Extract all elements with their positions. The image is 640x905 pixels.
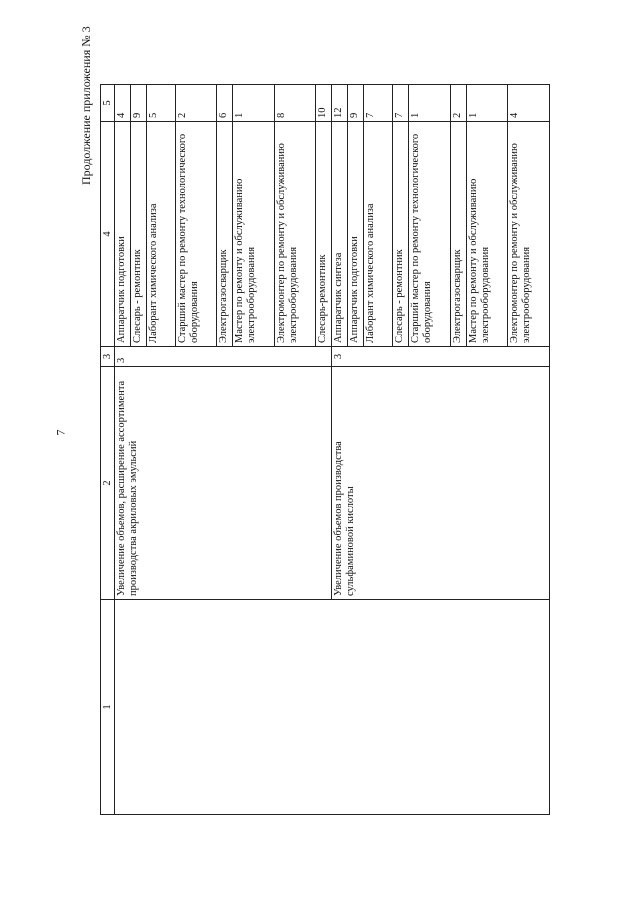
position-name: Электрогазосварщик [450,122,466,347]
position-name: Лаборант химического анализа [146,122,175,347]
col1-cell [115,600,550,815]
position-count: 9 [348,85,364,122]
position-name: Электромонтер по ремонту и обслуживанию электрооборудования [274,122,316,347]
appendix-continuation-header: Продолжение приложения № 3 [79,26,93,185]
header-col-5: 5 [101,85,115,122]
position-count: 10 [316,85,332,122]
position-name: Аппаратчик подготовки [348,122,364,347]
project-description: Увеличение объемов производства сульфаминовой кислоты [332,367,550,600]
rotated-page [100,85,550,815]
position-name: Электромонтер по ремонту и обслуживанию электрооборудования [508,122,550,347]
position-count: 6 [217,85,233,122]
position-count: 1 [409,85,451,122]
position-name: Аппаратчик синтеза [332,122,348,347]
table-header-row [101,85,115,815]
position-count: 7 [364,85,393,122]
position-name: Слесарь-ремонтник [316,122,332,347]
header-col-4: 4 [101,122,115,347]
position-count: 7 [393,85,409,122]
position-name: Слесарь - ремонтник [393,122,409,347]
position-count: 1 [466,85,508,122]
position-count: 8 [274,85,316,122]
project-description: Увеличение объемов, расширение ассортимента производства акриловых эмульсий [115,367,332,600]
page-number: 7 [53,429,68,436]
staffing-table [100,84,550,815]
header-col-1: 1 [101,600,115,815]
position-count: 2 [175,85,217,122]
position-name: Лаборант химического анализа [364,122,393,347]
position-name: Электрогазосварщик [217,122,233,347]
position-count: 9 [130,85,146,122]
col3-value: 3 [115,347,332,367]
position-count: 12 [332,85,348,122]
position-name: Аппаратчик подготовки [115,122,131,347]
position-name: Мастер по ремонту и обслуживанию электрооборудования [466,122,508,347]
position-count: 4 [508,85,550,122]
position-count: 2 [450,85,466,122]
position-name: Слесарь - ремонтник [130,122,146,347]
col3-value: 3 [332,347,550,367]
position-count: 5 [146,85,175,122]
position-name: Старший мастер по ремонту технологического оборудования [175,122,217,347]
header-col-2: 2 [101,367,115,600]
table-row [115,85,131,815]
position-count: 1 [233,85,275,122]
position-name: Мастер по ремонту и обслуживанию электрооборудования [233,122,275,347]
position-name: Старший мастер по ремонту технологического оборудования [409,122,451,347]
position-count: 4 [115,85,131,122]
header-col-3: 3 [101,347,115,367]
